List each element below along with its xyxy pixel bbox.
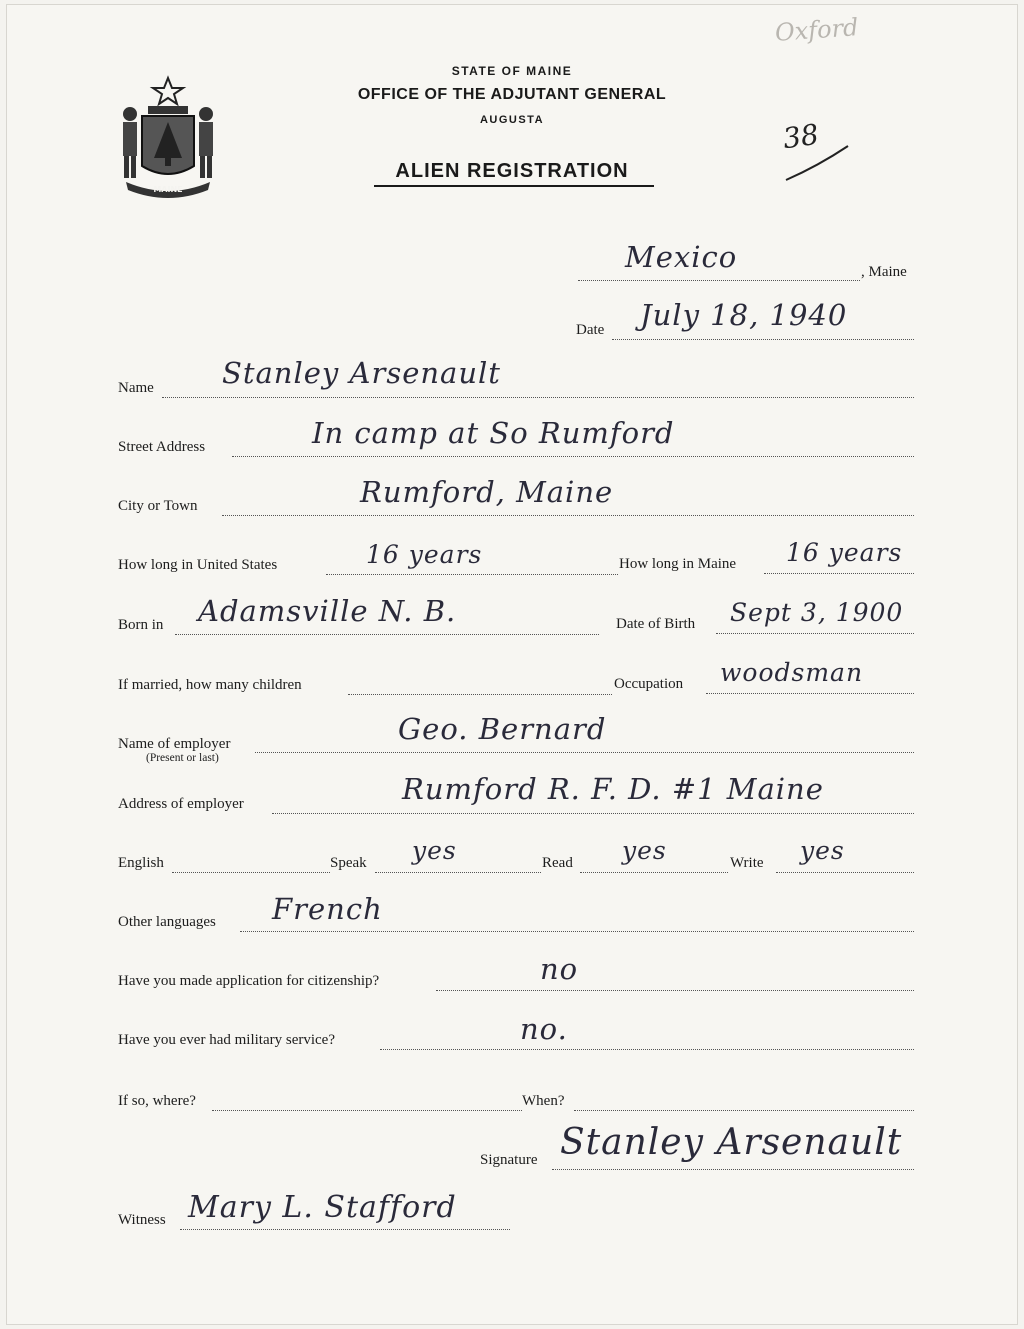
english-line (172, 872, 330, 873)
english-label: English (118, 855, 164, 871)
children-line (348, 694, 612, 695)
maine-suffix-label: , Maine (861, 264, 907, 280)
occupation-line (706, 693, 914, 694)
read-label: Read (542, 855, 573, 871)
how-long-maine-label: How long in Maine (619, 556, 737, 572)
born-in-line (175, 634, 599, 635)
signature-line (552, 1169, 914, 1170)
street-address-label: Street Address (118, 439, 206, 455)
speak-line (375, 872, 541, 873)
signature-label: Signature (480, 1152, 538, 1168)
citizenship-line (436, 990, 914, 991)
town-value: Mexico (625, 240, 738, 274)
date-of-birth-value: Sept 3, 1900 (730, 598, 904, 627)
write-label: Write (730, 855, 764, 871)
date-of-birth-label: Date of Birth (616, 616, 696, 632)
employer-address-label: Address of employer (118, 796, 244, 812)
read-line (580, 872, 728, 873)
how-long-maine-line (764, 573, 914, 574)
how-long-us-line (326, 574, 618, 575)
signature-value: Stanley Arsenault (560, 1122, 903, 1163)
date-of-birth-line (716, 633, 914, 634)
town-line (578, 280, 860, 281)
date-line (612, 339, 914, 340)
speak-label: Speak (330, 855, 367, 871)
military-value: no. (520, 1012, 568, 1046)
name-label: Name (118, 380, 154, 396)
where-line (212, 1110, 522, 1111)
form-number-mark: 38 (780, 117, 821, 156)
how-long-maine-value: 16 years (786, 538, 903, 567)
date-label: Date (576, 322, 605, 338)
city-or-town-label: City or Town (118, 498, 198, 514)
other-languages-label: Other languages (118, 914, 216, 930)
occupation-label: Occupation (614, 676, 684, 692)
military-label: Have you ever had military service? (118, 1032, 335, 1048)
name-value: Stanley Arsenault (222, 356, 501, 390)
seal-banner-text: MAINE (153, 185, 183, 194)
citizenship-label: Have you made application for citizenship? (118, 973, 380, 989)
form-title: ALIEN REGISTRATION (395, 160, 629, 182)
citizenship-value: no (540, 952, 579, 986)
read-value: yes (622, 836, 667, 865)
header-state: STATE OF MAINE (451, 64, 573, 78)
employer-address-value: Rumford R. F. D. #1 Maine (402, 772, 824, 806)
employer-name-label: Name of employer (118, 736, 231, 752)
write-line (776, 872, 914, 873)
employer-name-line (255, 752, 914, 753)
witness-line (180, 1229, 510, 1230)
born-in-value: Adamsville N. B. (198, 594, 457, 628)
witness-label: Witness (118, 1212, 166, 1228)
city-or-town-line (222, 515, 914, 516)
employer-name-sublabel: (Present or last) (146, 752, 219, 764)
header-office: OFFICE OF THE ADJUTANT GENERAL (357, 86, 667, 103)
how-long-us-value: 16 years (366, 540, 483, 569)
how-long-us-label: How long in United States (118, 557, 278, 573)
if-so-where-label: If so, where? (118, 1093, 196, 1109)
write-value: yes (800, 836, 845, 865)
name-line (162, 397, 914, 398)
when-label: When? (522, 1093, 565, 1109)
date-value: July 18, 1940 (640, 298, 848, 332)
check-stroke-mark (782, 142, 852, 184)
born-in-label: Born in (118, 617, 164, 633)
street-address-line (232, 456, 914, 457)
corner-county-note: Oxford (774, 13, 860, 47)
speak-value: yes (412, 836, 457, 865)
occupation-value: woodsman (720, 658, 864, 687)
employer-address-line (272, 813, 914, 814)
when-line (574, 1110, 914, 1111)
other-languages-value: French (272, 892, 383, 926)
employer-name-value: Geo. Bernard (398, 712, 607, 746)
military-line (380, 1049, 914, 1050)
street-address-value: In camp at So Rumford (312, 416, 675, 450)
city-or-town-value: Rumford, Maine (360, 475, 614, 509)
other-languages-line (240, 931, 914, 932)
header-city: AUGUSTA (479, 114, 545, 126)
title-underline (374, 185, 654, 187)
witness-value: Mary L. Stafford (188, 1190, 457, 1225)
children-label: If married, how many children (118, 677, 302, 693)
